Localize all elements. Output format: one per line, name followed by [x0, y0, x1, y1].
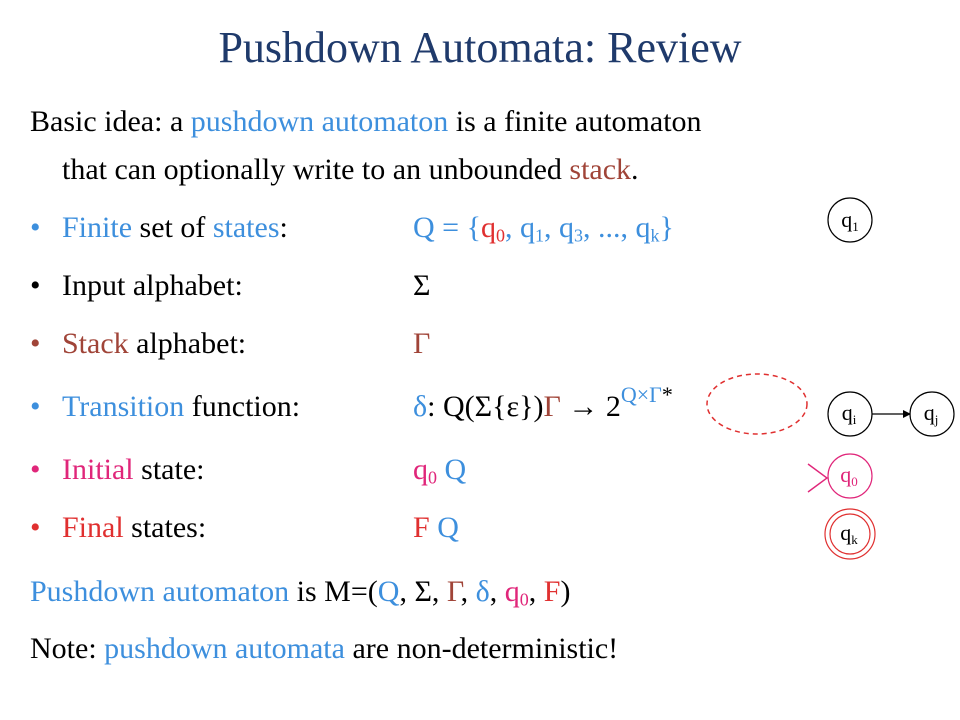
state-q0 [828, 454, 872, 498]
value-text: , q [504, 211, 535, 244]
value-sub: 3 [573, 225, 583, 246]
state-qk [825, 509, 875, 559]
svg-text:qj: qj [923, 400, 939, 427]
bullet-value: Γ [413, 327, 431, 360]
value-text: } [659, 211, 674, 244]
bullet-dot: • [30, 327, 41, 360]
term-pushdown-automaton: Pushdown automaton [30, 575, 290, 608]
svg-text:qi: qi [841, 400, 857, 427]
value-text: : Q [427, 390, 465, 423]
bullet-dot: • [30, 511, 41, 544]
footer-text: , [399, 575, 415, 608]
intro-text: that can optionally write to an unbounded [62, 153, 570, 186]
value-sub: 1 [534, 225, 544, 246]
term-finite: Finite [62, 211, 133, 244]
term-initial: Initial [62, 453, 134, 486]
value-text: Q = { [413, 211, 481, 244]
state-qj [910, 392, 954, 436]
term-pushdown-automaton: pushdown automaton [190, 105, 449, 138]
term-states: states [212, 211, 280, 244]
bullet-label: Input alphabet: [62, 269, 243, 302]
footer-text: is M=( [289, 575, 378, 608]
footer-text: , [431, 575, 447, 608]
label-text: alphabet: [128, 327, 247, 360]
bullet-dot: • [30, 269, 41, 302]
bullet-dot: • [30, 453, 41, 486]
tuple-delta: δ [475, 575, 490, 608]
footer-text: , [528, 575, 544, 608]
note-text: are non-deterministic! [344, 632, 619, 665]
value-text: Q [437, 511, 459, 544]
term-final: Final [62, 511, 124, 544]
term-stack: Stack [62, 327, 129, 360]
label-text: states: [123, 511, 207, 544]
intro-text: is a finite automaton [448, 105, 702, 138]
bullet-value: Σ [413, 269, 431, 302]
footer-text: , [460, 575, 476, 608]
start-arrow-icon [808, 464, 827, 492]
tuple-sigma: Σ [414, 575, 432, 608]
state-qi [828, 392, 872, 436]
value-text: $q_0$ [480, 211, 505, 246]
value-text: Q [444, 453, 467, 486]
tuple-f: F [543, 575, 561, 608]
value-text: δ [413, 390, 428, 423]
value-text: $q_0$ [413, 453, 437, 488]
svg-text:q1: q1 [841, 207, 859, 234]
svg-text:q0: q0 [840, 462, 858, 489]
label-text: state: [133, 453, 205, 486]
footer-text: ) [560, 575, 571, 608]
value-text: → 2 [560, 390, 621, 423]
value-text: {ε}) [492, 390, 544, 423]
label-text: : [279, 211, 288, 244]
value-superscript: Q×Γ* [620, 382, 673, 407]
value-text: F [413, 511, 430, 544]
slide-title: Pushdown Automata: Review [218, 23, 742, 72]
value-text: Γ [543, 390, 561, 423]
bullet-dot: • [30, 211, 41, 244]
highlight-ellipse [707, 374, 807, 434]
value-sub: k [650, 225, 660, 246]
bullet-dot: • [30, 390, 41, 423]
value-text: , ..., q [582, 211, 651, 244]
intro-text: Basic idea: a [30, 105, 191, 138]
tuple-q: Q [377, 575, 400, 608]
state-q1 [828, 198, 872, 242]
term-pushdown-automata: pushdown automata [104, 632, 345, 665]
value-text: , q [543, 211, 574, 244]
label-text: set of [132, 211, 213, 244]
footer-text: , [489, 575, 505, 608]
term-transition: Transition [62, 390, 185, 423]
value-text: (Σ [464, 390, 493, 423]
tuple-q0: $q_0$ [504, 575, 529, 610]
label-text: function: [184, 390, 301, 423]
tuple-gamma: Γ [446, 575, 461, 608]
note-text: Note: [30, 632, 105, 665]
term-stack: stack [569, 153, 632, 186]
svg-text:qk: qk [840, 520, 858, 547]
intro-text: . [631, 153, 639, 186]
